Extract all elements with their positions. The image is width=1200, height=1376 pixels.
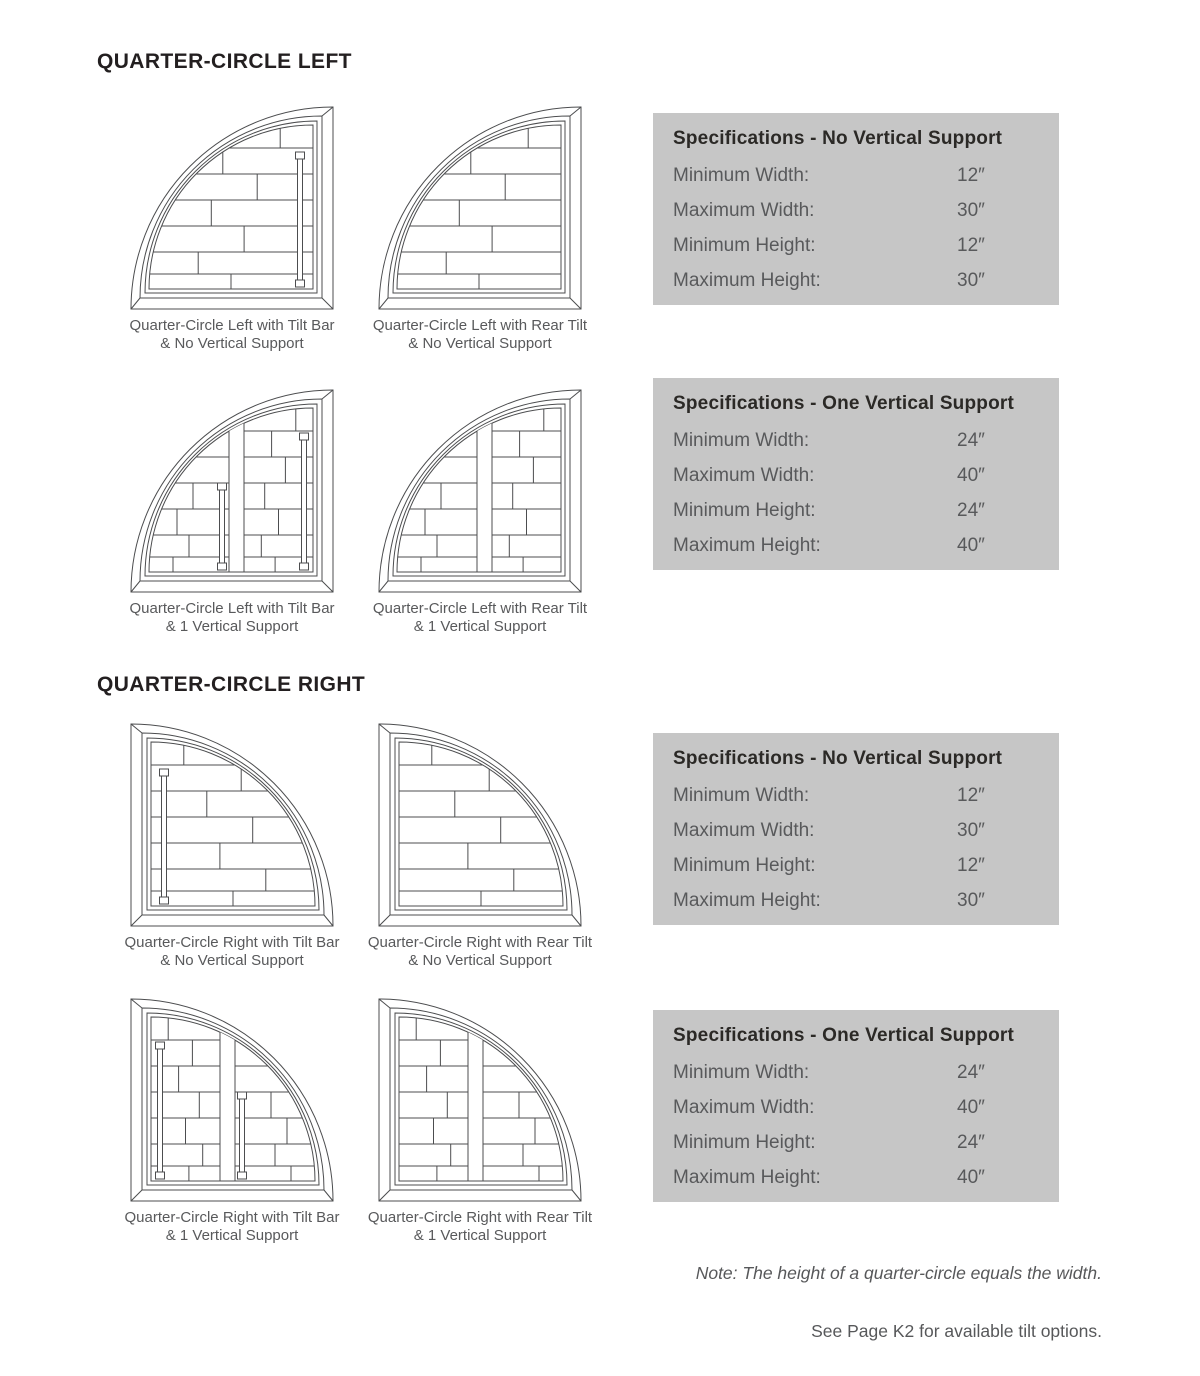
spec-row [673,1090,1039,1125]
diagram-caption-line2: & No Vertical Support [408,335,552,353]
spec-box-title: Specifications - No Vertical Support [673,128,1003,149]
shutter-line-art [374,383,586,595]
diagram-caption-line2: & 1 Vertical Support [165,618,299,636]
spec-box-title: Specifications - One Vertical Support [673,1025,1015,1046]
diagram-caption-line2: & 1 Vertical Support [165,1227,299,1245]
section-heading-quarter-circle-right: QUARTER-CIRCLE RIGHT [97,673,366,696]
shutter-line-art [126,992,338,1204]
diagram-caption-line1: Quarter-Circle Right with Tilt Bar [124,934,340,951]
diagram-caption-line2: & 1 Vertical Support [413,1227,547,1245]
spec-row-label: Minimum Height: [673,854,816,876]
spec-row-value: 24″ [957,499,985,521]
spec-row-value: 30″ [957,269,985,291]
spec-row-value: 12″ [957,854,985,876]
shutter-line-art [374,717,586,929]
diagram-qc-right-rear-tilt-1-support [367,992,593,1246]
spec-row-label: Minimum Width: [673,164,810,186]
shutter-line-art [374,100,586,312]
diagram-caption-line1: Quarter-Circle Left with Rear Tilt [372,317,588,334]
diagram-caption-line1: Quarter-Circle Right with Rear Tilt [367,1209,593,1226]
spec-row-label: Maximum Width: [673,1096,815,1118]
spec-row [673,1055,1039,1090]
spec-box-title: Specifications - No Vertical Support [673,748,1003,769]
spec-row-value: 40″ [957,534,985,556]
diagram-caption-line1: Quarter-Circle Right with Tilt Bar [124,1209,340,1226]
spec-row-label: Maximum Height: [673,1166,821,1188]
diagram-qc-left-rear-tilt-no-support [374,100,586,354]
spec-row-label: Maximum Width: [673,819,815,841]
diagram-qc-left-tilt-bar-1-support [126,383,338,637]
spec-row [673,423,1039,458]
spec-row-label: Minimum Width: [673,784,810,806]
spec-row [673,1160,1039,1195]
diagram-qc-right-tilt-bar-1-support [126,992,338,1246]
diagram-caption-line2: & No Vertical Support [408,952,552,970]
spec-row-label: Minimum Height: [673,499,816,521]
spec-row [673,883,1039,918]
diagram-qc-right-rear-tilt-no-support [367,717,593,971]
spec-row-label: Minimum Width: [673,429,810,451]
spec-row-value: 30″ [957,889,985,911]
spec-row-label: Minimum Height: [673,1131,816,1153]
spec-row-value: 30″ [957,199,985,221]
spec-row [673,263,1039,298]
spec-row [673,848,1039,883]
spec-box-left-one-vertical-support [653,378,1059,570]
page-reference-text: See Page K2 for available tilt options. [811,1321,1102,1341]
spec-box-left-no-vertical-support [653,113,1059,305]
spec-row [673,228,1039,263]
spec-row-label: Maximum Height: [673,534,821,556]
section-heading-quarter-circle-left: QUARTER-CIRCLE LEFT [97,50,352,73]
spec-row-label: Maximum Height: [673,269,821,291]
diagram-qc-left-rear-tilt-1-support [374,383,586,637]
spec-box-title: Specifications - One Vertical Support [673,393,1015,414]
spec-row [673,458,1039,493]
shutter-line-art [126,100,338,312]
spec-row [673,813,1039,848]
shutter-line-art [374,992,586,1204]
spec-row [673,1125,1039,1160]
spec-row-label: Minimum Height: [673,234,816,256]
shutter-line-art [126,383,338,595]
spec-row [673,193,1039,228]
spec-row-value: 12″ [957,164,985,186]
spec-row-value: 40″ [957,1096,985,1118]
spec-row-value: 12″ [957,234,985,256]
diagram-caption-line2: & No Vertical Support [160,335,304,353]
spec-row-value: 24″ [957,1061,985,1083]
spec-row [673,778,1039,813]
spec-row-value: 40″ [957,1166,985,1188]
spec-row-label: Maximum Width: [673,464,815,486]
spec-row [673,493,1039,528]
spec-row-value: 40″ [957,464,985,486]
spec-row [673,528,1039,563]
diagram-caption-line1: Quarter-Circle Left with Tilt Bar [129,600,335,617]
spec-row [673,158,1039,193]
spec-row-label: Minimum Width: [673,1061,810,1083]
shutter-line-art [126,717,338,929]
diagram-caption-line1: Quarter-Circle Right with Rear Tilt [367,934,593,951]
spec-row-value: 12″ [957,784,985,806]
diagram-qc-left-tilt-bar-no-support [126,100,338,354]
spec-row-value: 30″ [957,819,985,841]
spec-row-label: Maximum Height: [673,889,821,911]
spec-row-value: 24″ [957,1131,985,1153]
diagram-caption-line2: & 1 Vertical Support [413,618,547,636]
diagram-caption-line1: Quarter-Circle Left with Rear Tilt [372,600,588,617]
spec-box-right-no-vertical-support [653,733,1059,925]
diagram-caption-line1: Quarter-Circle Left with Tilt Bar [129,317,335,334]
diagram-qc-right-tilt-bar-no-support [126,717,338,971]
spec-box-right-one-vertical-support [653,1010,1059,1202]
spec-row-value: 24″ [957,429,985,451]
note-text: Note: The height of a quarter-circle equals the width. [695,1263,1102,1283]
diagram-caption-line2: & No Vertical Support [160,952,304,970]
spec-row-label: Maximum Width: [673,199,815,221]
